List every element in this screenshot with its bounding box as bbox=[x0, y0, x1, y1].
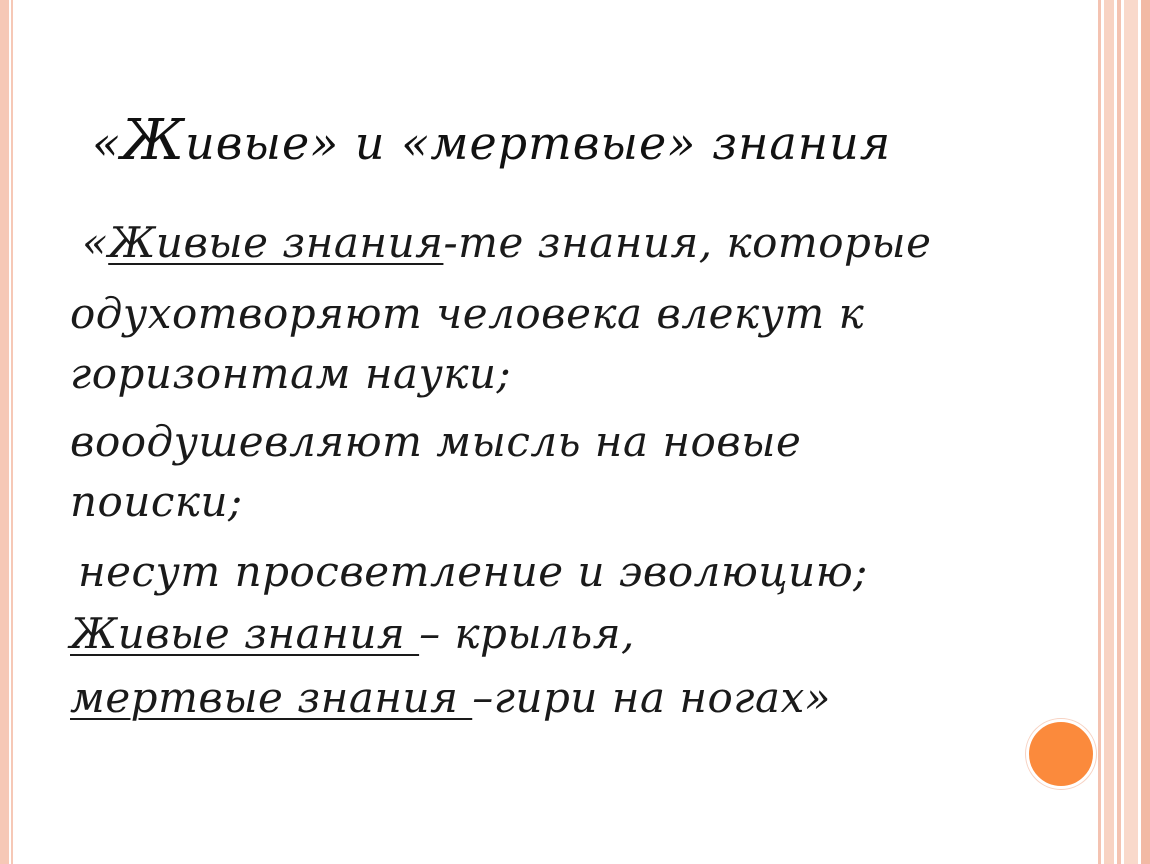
right-border-stripe bbox=[1124, 0, 1138, 864]
slide-title bbox=[92, 108, 1052, 173]
title-first-letter: Ж bbox=[121, 108, 186, 173]
right-border-stripe bbox=[1104, 0, 1114, 864]
left-border-line bbox=[11, 0, 13, 864]
line-7-underlined: Живые знания bbox=[70, 609, 420, 658]
line-7-rest: – крылья, bbox=[419, 609, 635, 658]
body-line-8 bbox=[70, 668, 1030, 728]
body-line-1 bbox=[70, 210, 1030, 276]
line-1-quote: « bbox=[82, 218, 109, 267]
body-line-4: воодушевляют мысль на новые bbox=[70, 417, 802, 466]
line-8-rest: –гири на ногах» bbox=[472, 673, 831, 722]
body-line-3: горизонтам науки; bbox=[70, 349, 512, 398]
title-rest: ивые» и «мертвые» знания bbox=[185, 116, 892, 170]
body-line-5: поиски; bbox=[70, 477, 243, 526]
body-line-7 bbox=[70, 604, 1030, 664]
right-border-stripe bbox=[1141, 0, 1150, 864]
title-open-quote: « bbox=[92, 116, 122, 170]
accent-circle bbox=[1026, 719, 1096, 789]
line-1-rest: -те знания, которые bbox=[443, 218, 932, 267]
body-line-6: несут просветление и эволюцию; bbox=[78, 547, 868, 596]
left-border-stripe bbox=[0, 0, 9, 864]
line-8-underlined: мертвые знания bbox=[70, 673, 473, 722]
slide-body bbox=[70, 210, 1030, 728]
body-line-2: одухотворяют человека влекут к bbox=[70, 289, 865, 338]
line-1-underlined: Живые знания bbox=[108, 218, 444, 267]
right-border-stripe bbox=[1117, 0, 1121, 864]
right-border-stripe bbox=[1098, 0, 1101, 864]
